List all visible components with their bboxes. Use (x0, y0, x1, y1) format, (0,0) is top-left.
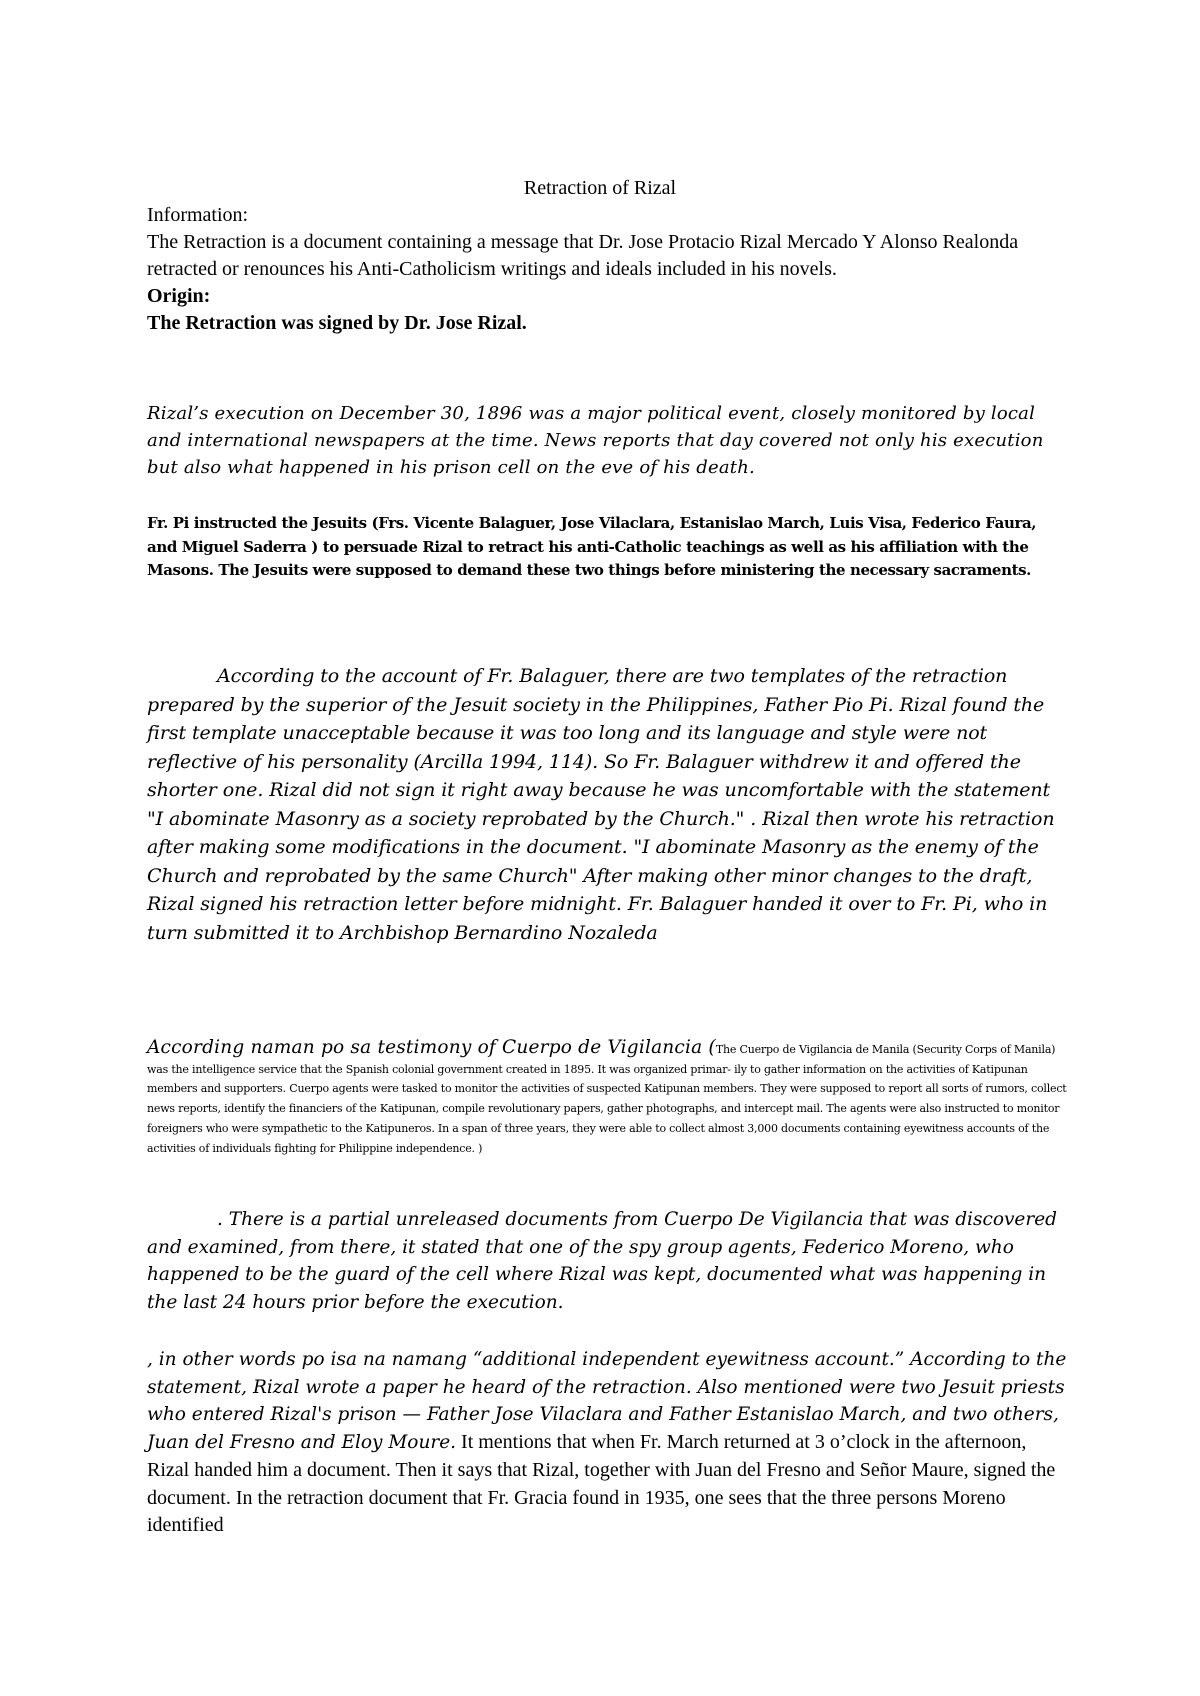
information-text: The Retraction is a document containing a message that Dr. Jose Protacio Rizal Mercado Y Alonso Realonda retracted or renounces his Anti-Catholicism writings and ideals included in his novels. (147, 231, 1019, 280)
vigilancia-paragraph (147, 1038, 1067, 1158)
page-title: Retraction of Rizal (523, 177, 677, 199)
information-section (147, 202, 1067, 337)
origin-label: Origin: (147, 285, 211, 307)
vigilancia-note: The Cuerpo de Vigilancia de Manila (Security Corps of Manila) was the intelligence service that the Spanish colonial government created in 1895. It was organized primar- ily to gather information on the activities of Katipunan members and supporters. Cuerpo agents were tasked to monitor the activities of suspected Katipunan members. They were supposed to report all sorts of rumors, collect news reports, identify the financiers of the Katipunan, compile revolutionary papers, gather photographs, and intercept mail. The agents were also instructed to monitor foreigners who were sympathetic to the Katipuneros. In a span of three years, they were able to collect almost 3,000 documents containing eyewitness accounts of the activities of individuals fighting for Philippine independence. ) (147, 1043, 1067, 1155)
eyewitness-rest: It mentions that when Fr. March returned at 3 o’clock in the afternoon, Rizal handed him a document. Then it says that Rizal, together with Juan del Fresno and Señor Maure, signed the document. In the retraction document that Fr. Gracia found in 1935, one sees that the three persons Moreno identified (147, 1431, 1056, 1537)
jesuits-paragraph: Fr. Pi instructed the Jesuits (Frs. Vicente Balaguer, Jose Vilaclara, Estanislao March, Luis Visa, Federico Faura, and Miguel Saderra ) to persuade Rizal to retract his anti-Catholic teachings as well as his affiliation with the Masons. The Jesuits were supposed to demand these two things before ministering the necessary sacraments. (147, 514, 1037, 579)
moreno-paragraph: . There is a partial unreleased documents from Cuerpo De Vigilancia that was discovered and examined, from there, it stated that one of the spy group agents, Federico Moreno, who happened to be the guard of the cell where Rizal was kept, documented what was happening in the last 24 hours prior before the execution. (147, 1209, 1057, 1313)
balaguer-paragraph: According to the account of Fr. Balaguer, there are two templates of the retraction prepared by the superior of the Jesuit society in the Philippines, Father Pio Pi. Rizal found the first template unacceptable because it was too long and its language and style were not reflective of his personality (Arcilla 1994, 114). So Fr. Balaguer withdrew it and offered the shorter one. Rizal did not sign it right away because he was uncomfortable with the statement "I abominate Masonry as a society reprobated by the Church." . Rizal then wrote his retraction after making some modifications in the document. "I abominate Masonry as the enemy of the Church and reprobated by the same Church" After making other minor changes to the draft, Rizal signed his retraction letter before midnight. Fr. Balaguer handed it over to Fr. Pi, who in turn submitted it to Archbishop Bernardino Nozaleda (147, 665, 1055, 944)
vigilancia-lead: According naman po sa testimony of Cuerpo de Vigilancia ( (147, 1037, 716, 1058)
execution-paragraph: Rizal’s execution on December 30, 1896 was a major political event, closely monitored by local and international newspapers at the time. News reports that day covered not only his execution but also what happened in his prison cell on the eve of his death. (147, 403, 1044, 478)
information-label: Information: (147, 204, 249, 226)
eyewitness-paragraph (147, 1346, 1067, 1540)
eyewitness-italic: , in other words po isa na namang “additional independent eyewitness account.” According to the statement, Rizal wrote a paper he heard of the retraction. Also mentioned were two Jesuit priests who entered Rizal's prison — Father Jose Vilaclara and Father Estanislao March, and two others, Juan del Fresno and Eloy Moure. (147, 1349, 1067, 1454)
origin-text: The Retraction was signed by Dr. Jose Rizal. (147, 312, 527, 334)
